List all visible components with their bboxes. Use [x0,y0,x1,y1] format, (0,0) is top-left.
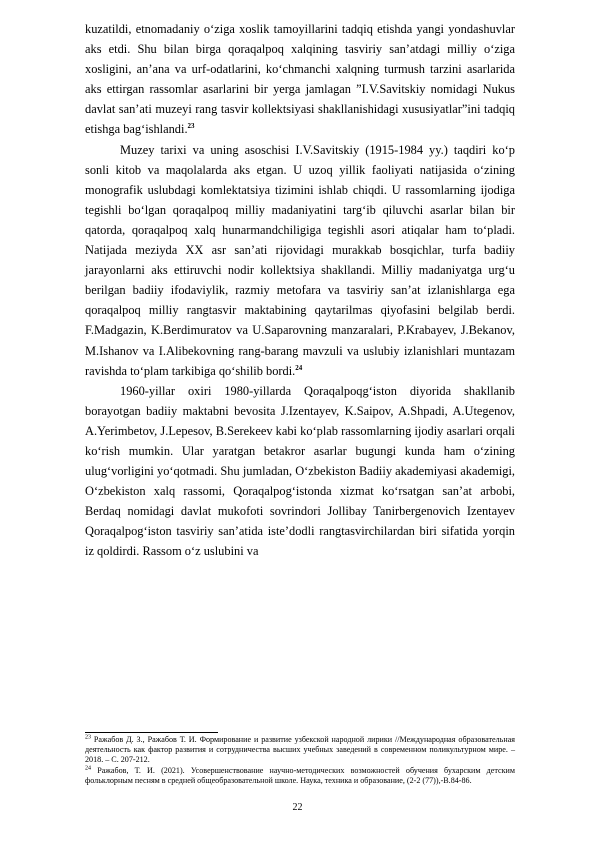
paragraph-1-text: kuzatildi, etnomadaniy oʻziga xoslik tamoyillarini tadqiq etishda yangi yondashuvlar aks etdi. Shu bilan birga qoraqalpoq xalqining tasviriy sanʼatdagi milliy oʻziga xosligini, anʼana va urf-odatlarini, koʻchmanchi xalqning turmush tarzini asarlarida aks ettirgan rassomlar asarlarini bir yerga jamlagan ”I.V.Savitskiy nomidagi Nukus davlat sanʼati muzeyi rang tasvir kollektsiyasi shakllanishidagi xususiyatlar”ini tadqiq etishga bagʻishlandi. [85,22,515,137]
footnote-text: Ражабов, Т. И. (2021). Усовершенствование научно-методических возможностей обучения бухарским детским фольклорным песням в средней общеобразовательной школе. Наука, техника и образование, (2-2 (77)),-В.84-86. [85,765,515,785]
paragraph-2-text: Muzey tarixi va uning asoschisi I.V.Savitskiy (1915-1984 yy.) taqdiri koʻp sonli kitob va maqolalarda aks etgan. U uzoq yillik faoliyati natijasida oʻzining monografik uslubdagi komlektatsiya tizimini ishlab chiqdi. U rassomlarning ijodiga tegishli boʻlgan qoraqalpoq milliy madaniyatini targʻib qiluvchi asarlar bilan bir qatorda, qoraqalpoq xalq hunarmandchiligiga tegishli asori atiqalar ham toʻpladi. Natijada meziyda XX asr sanʼati rijovidagi murakkab bosqichlar, turfa badiiy jarayonlarni aks ettiruvchi nodir kollektsiya shakllandi. Milliy madaniyatga urgʻu berilgan badiiy ifodaviylik, razmiy metofara va tasviriy sanʼat izlanishlarga ega qoraqalpoq milliy rangtasvir maktabining qaytarilmas qiyofasini belgilab berdi. F.Madgazin, K.Berdimuratov va U.Saparovning manzaralari, P.Krabayev, J.Bekanov, M.Ishanov va I.Alibekovning rang-barang mavzuli va uslubiy izlanishlari muntazam ravishda toʻplam tarkibiga qoʻshilib bordi. [85,142,515,378]
paragraph-3-text: 1960-yillar oxiri 1980-yillarda Qoraqalpoqgʻiston diyorida shakllanib borayotgan badiiy maktabni bevosita J.Izentayev, K.Saipov, A.Shpadi, A.Utegenov, A.Yerimbetov, J.Lepesov, B.Serekeev kabi koʻplab rassomlarning ijodiy asarlari orqali koʻrish mumkin. Ular yaratgan betakror asarlar bugungi kunda ham oʻzining ulugʻvorligini yoʻqotmadi. Shu jumladan, Oʻzbekiston Badiiy akademiyasi akademigi, Oʻzbekiston xalq rassomi, Qoraqalpogʻistonda xizmat koʻrsatgan sanʼat arbobi, Berdaq nomidagi davlat mukofoti sovrindori Jollibay Tanirbergenovich Izentayev Qoraqalpogʻiston tasviriy sanʼatida isteʼdodli rangtasvirchilardan biri sifatida yorqin iz qoldirdi. Rassom oʻz uslubini va [85,383,515,559]
footnote-text: Ражабов Д. З., Ражабов Т. И. Формирование и развитие узбекской народной лирики //Международная образовательная деятельность как фактор развития и сотрудничества высших учебных заведений в современном поликультурном мире. – 2018. – С. 207-212. [85,735,516,765]
footnote-number: 24 [85,764,91,771]
footnote-number: 23 [85,734,91,741]
footnote-ref-24[interactable]: 24 [295,363,303,372]
paragraph-2 [85,140,515,381]
footnote-24 [85,766,515,786]
paragraph-3 [85,381,515,562]
footnote-divider [85,732,218,733]
footnotes [85,732,515,786]
page-body [85,19,515,562]
footnote-23 [85,735,515,766]
page-number: 22 [292,802,303,813]
footnote-ref-23[interactable]: 23 [187,122,195,131]
paragraph-1 [85,19,515,140]
